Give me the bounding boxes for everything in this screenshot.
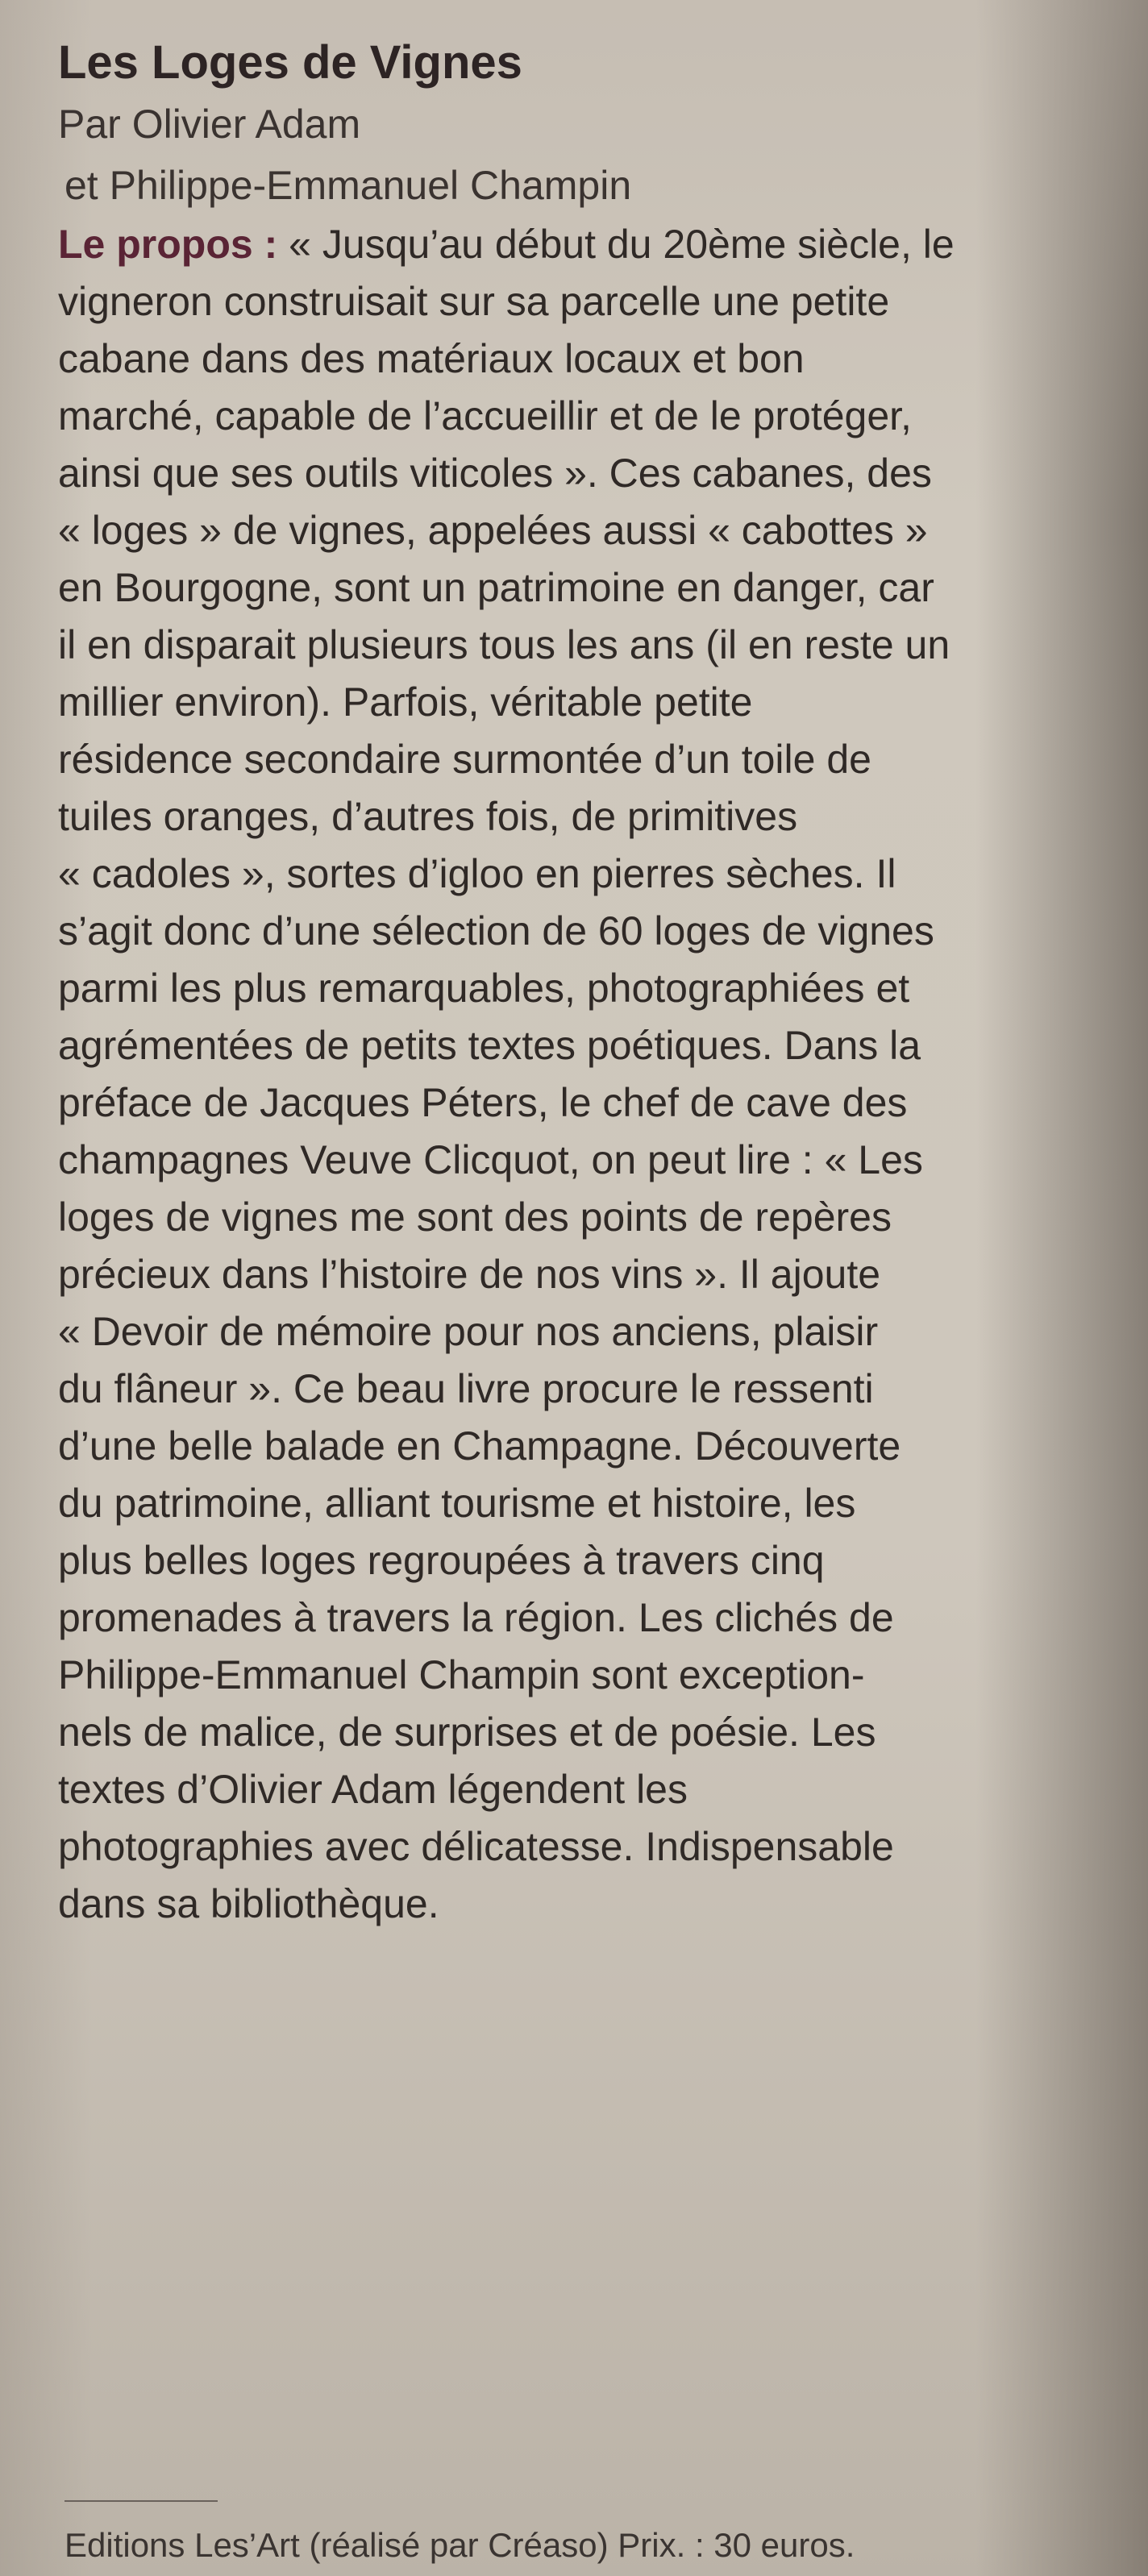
body-line: du patrimoine, alliant tourisme et histoire, les <box>58 1481 856 1526</box>
body-line: plus belles loges regroupées à travers cinq <box>58 1538 825 1583</box>
byline-author-2: et Philippe-Emmanuel Champin <box>64 163 632 208</box>
body-line: il en disparait plusieurs tous les ans (il en reste un <box>58 622 950 667</box>
body-line: résidence secondaire surmontée d’un toile de <box>58 737 871 782</box>
body-line: « Devoir de mémoire pour nos anciens, plaisir <box>58 1309 879 1354</box>
body-line: en Bourgogne, sont un patrimoine en danger, car <box>58 565 934 610</box>
body-line <box>58 216 1098 273</box>
publisher-price-footer: Editions Les’Art (réalisé par Créaso) Prix. : 30 euros. <box>64 2526 855 2564</box>
body-line: photographies avec délicatesse. Indispensable <box>58 1824 894 1869</box>
body-line: vigneron construisait sur sa parcelle une petite <box>58 279 890 324</box>
byline-author-1: Par Olivier Adam <box>58 102 361 147</box>
body-line: parmi les plus remarquables, photographiées et <box>58 966 910 1011</box>
body-line: marché, capable de l’accueillir et de le protéger, <box>58 393 912 438</box>
body-line: promenades à travers la région. Les clichés de <box>58 1595 894 1640</box>
footer-divider <box>64 2500 218 2502</box>
body-line: tuiles oranges, d’autres fois, de primitives <box>58 794 798 839</box>
body-line: « cadoles », sortes d’igloo en pierres sèches. Il <box>58 851 896 896</box>
body-line: du flâneur ». Ce beau livre procure le ressenti <box>58 1366 874 1411</box>
body-line: textes d’Olivier Adam légendent les <box>58 1767 688 1812</box>
body-line: dans sa bibliothèque. <box>58 1881 439 1926</box>
body-line: préface de Jacques Péters, le chef de cave des <box>58 1080 908 1125</box>
body-line: nels de malice, de surprises et de poésie. Les <box>58 1710 876 1755</box>
article-body <box>58 216 1098 1933</box>
body-line: champagnes Veuve Clicquot, on peut lire : « Les <box>58 1137 923 1182</box>
body-line: d’une belle balade en Champagne. Découverte <box>58 1423 901 1469</box>
body-line: cabane dans des matériaux locaux et bon <box>58 336 805 381</box>
body-line: Philippe-Emmanuel Champin sont exception- <box>58 1652 865 1697</box>
body-line: millier environ). Parfois, véritable petite <box>58 679 753 725</box>
article-title: Les Loges de Vignes <box>58 36 522 89</box>
body-line-text: « Jusqu’au début du 20ème siècle, le <box>289 222 955 267</box>
body-line: « loges » de vignes, appelées aussi « cabottes » <box>58 508 928 553</box>
article <box>58 32 1098 1933</box>
body-line: agrémentées de petits textes poétiques. Dans la <box>58 1023 921 1068</box>
body-line: s’agit donc d’une sélection de 60 loges de vignes <box>58 908 934 954</box>
body-line: précieux dans l’histoire de nos vins ». Il ajoute <box>58 1252 881 1297</box>
body-line: loges de vignes me sont des points de repères <box>58 1195 892 1240</box>
lead-label: Le propos : <box>58 222 278 267</box>
body-line: ainsi que ses outils viticoles ». Ces cabanes, des <box>58 451 932 496</box>
